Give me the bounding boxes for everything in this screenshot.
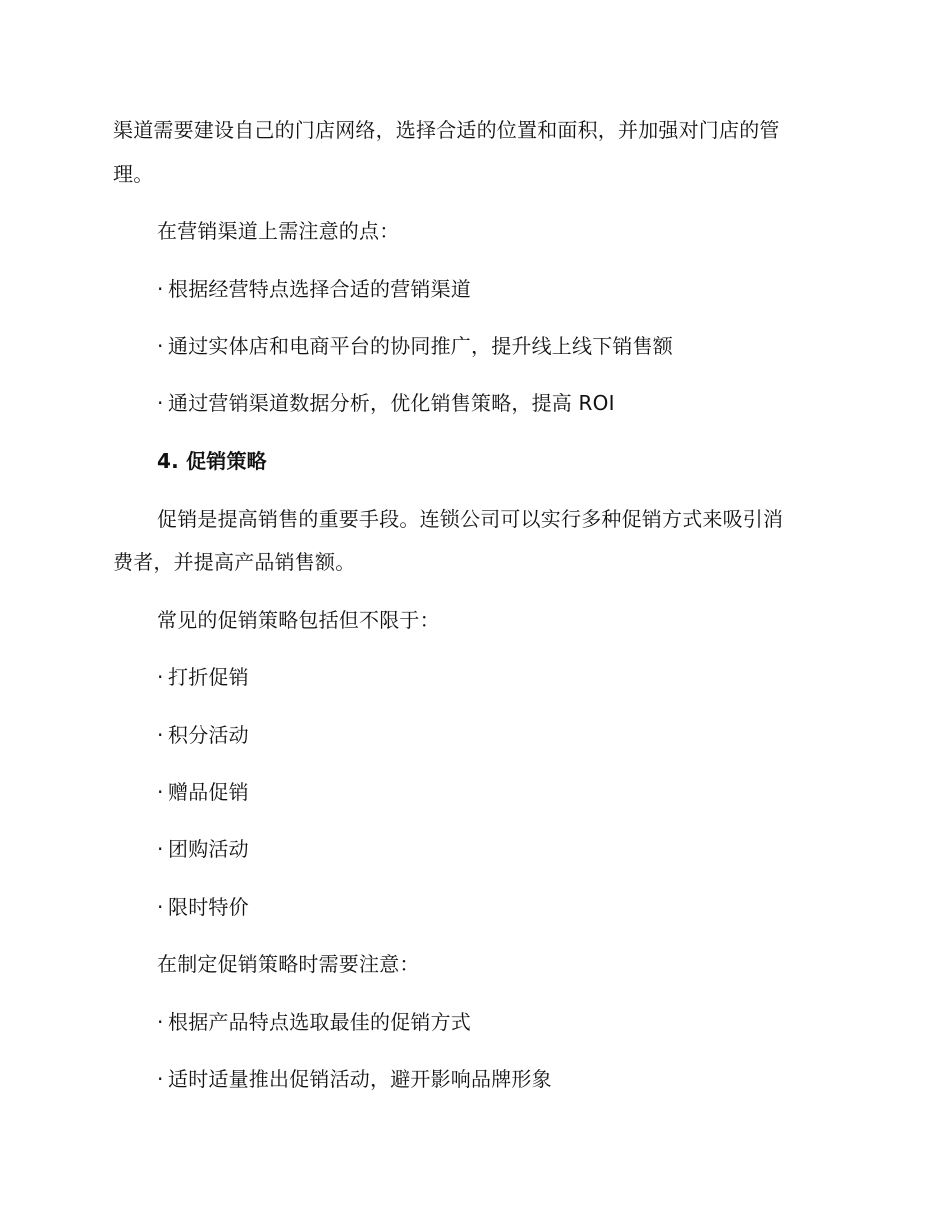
list-item-text: 适时适量推出促销活动，避开影响品牌形象 [168,1067,552,1091]
list-item [157,721,249,749]
list-item [157,778,249,806]
bullet-mark: · [157,665,164,689]
list-item [157,835,249,863]
bullet-mark: · [157,837,164,861]
list-item-text: 根据经营特点选择合适的营销渠道 [168,277,471,301]
list-item-text: 团购活动 [168,837,249,861]
bullet-mark: · [157,723,164,747]
list-item [157,332,673,360]
bullet-mark: · [157,1067,164,1091]
list-item-text: 限时特价 [168,895,249,919]
common-strategies-intro: 常见的促销策略包括但不限于： [157,608,440,632]
paragraph-line: 促销是提高销售的重要手段。连锁公司可以实行多种促销方式来吸引消 [157,507,784,531]
bullet-mark: · [157,277,164,301]
list-item [157,1065,552,1093]
notes-intro: 在制定促销策略时需要注意： [157,952,420,976]
paragraph-line: 费者，并提高产品销售额。 [113,550,356,574]
list-item-text: 打折促销 [168,665,249,689]
bullet-mark: · [157,895,164,919]
bullet-mark: · [157,780,164,804]
list-item [157,275,471,303]
section-heading: 4. 促销策略 [157,449,267,473]
bullet-mark: · [157,1010,164,1034]
list-item-text: 通过营销渠道数据分析，优化销售策略，提高 ROI [168,391,615,415]
bullet-mark: · [157,334,164,358]
list-item-text: 根据产品特点选取最佳的促销方式 [168,1010,471,1034]
marketing-channel-intro: 在营销渠道上需注意的点： [157,219,400,243]
bullet-mark: · [157,391,164,415]
list-item [157,1008,471,1036]
list-item-text: 积分活动 [168,723,249,747]
list-item-text: 通过实体店和电商平台的协同推广，提升线上线下销售额 [168,334,673,358]
list-item [157,389,615,417]
list-item-text: 赠品促销 [168,780,249,804]
paragraph-line: 渠道需要建设自己的门店网络，选择合适的位置和面积，并加强对门店的管 [113,118,780,142]
list-item [157,663,249,691]
list-item [157,893,249,921]
paragraph-line: 理。 [113,162,154,186]
